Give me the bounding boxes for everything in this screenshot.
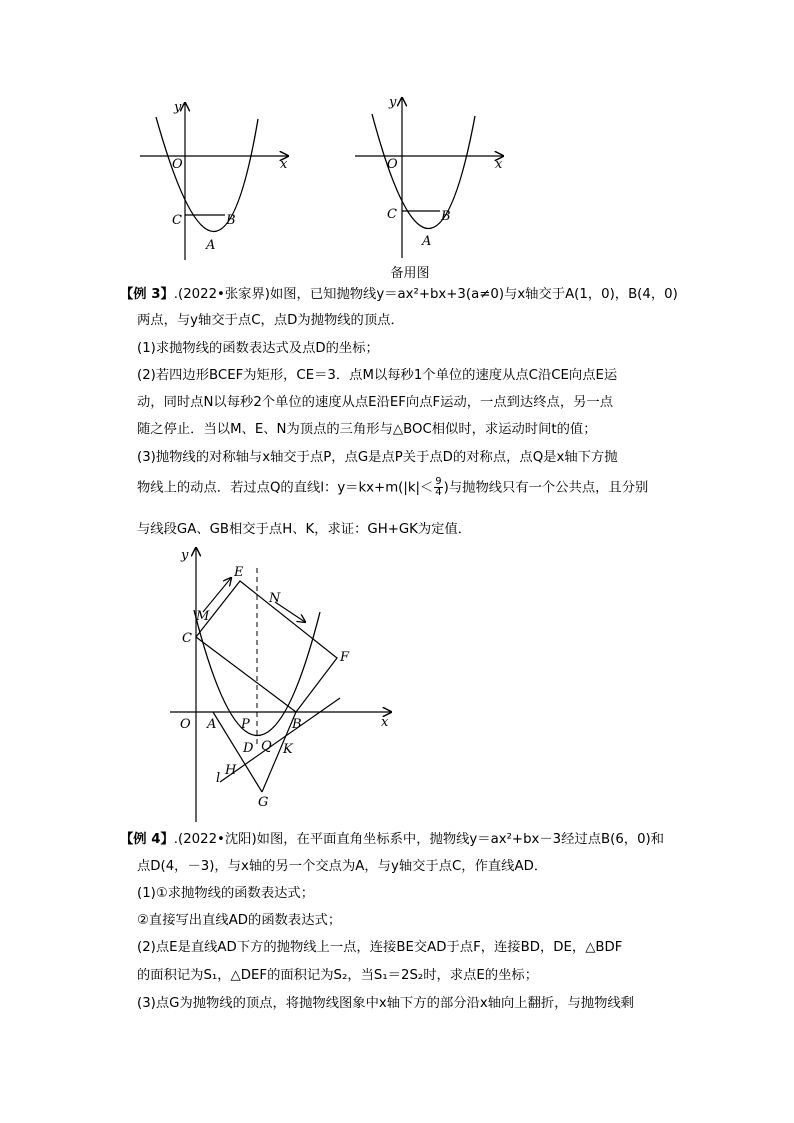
ex4-tag: 【例 4】 <box>120 832 174 847</box>
label-c: C <box>387 207 397 222</box>
figure-2-caption: 备用图 <box>390 266 430 281</box>
label-e: E <box>234 565 244 580</box>
ex3-line-7: (3)抛物线的对称轴与x轴交于点P，点G是点P关于点D的对称点，点Q是x轴下方抛 <box>137 450 618 465</box>
label-p: P <box>241 717 250 732</box>
label-c: C <box>182 631 192 646</box>
ex4-line-4: ②直接写出直线AD的函数表达式； <box>137 913 342 928</box>
label-o: O <box>180 717 191 732</box>
ex3-line-9: 与线段GA、GB相交于点H、K，求证：GH+GK为定值． <box>137 522 472 537</box>
label-m: M <box>196 609 210 624</box>
ex4-line-5: (2)点E是直线AD下方的抛物线上一点，连接BE交AD于点F，连接BD，DE，△BDF <box>137 940 623 955</box>
label-g: G <box>258 795 269 810</box>
label-y: y <box>174 100 182 115</box>
figure-2-parabola <box>345 90 515 260</box>
label-d: D <box>243 741 254 756</box>
ex4-line-2: 点D(4，－3)，与x轴的另一个交点为A，与y轴交于点C，作直线AD． <box>137 859 548 874</box>
label-n: N <box>269 591 281 606</box>
ex4-line-7: (3)点G为抛物线的顶点，将抛物线图象中x轴下方的部分沿x轴向上翻折，与抛物线剩 <box>137 996 634 1011</box>
label-a: A <box>206 238 216 253</box>
label-y: y <box>389 95 397 110</box>
figure-1-parabola <box>130 95 300 265</box>
ex4-line-3: (1)①求抛物线的函数表达式； <box>137 886 315 901</box>
figure-3-rectangle-parabola <box>165 540 400 825</box>
label-q: Q <box>261 739 272 754</box>
ex3-tag: 【例 3】 <box>120 287 174 302</box>
arrow-m <box>203 578 231 612</box>
ex3-line-2: 两点，与y轴交于点C，点D为抛物线的顶点． <box>137 313 404 328</box>
ex4-line-1: 【例 4】.(2022•沈阳)如图，在平面直角坐标系中，抛物线y＝ax²+bx－3经过点B(6，0)和 <box>120 832 665 847</box>
label-k: K <box>283 742 293 757</box>
label-x: x <box>280 157 288 172</box>
ex3-line-3: (1)求抛物线的函数表达式及点D的坐标； <box>137 341 379 356</box>
label-h: H <box>225 763 237 778</box>
label-l: l <box>216 771 221 786</box>
label-c: C <box>172 213 182 228</box>
ex3-line-6: 随之停止．当以M、E、N为顶点的三角形与△BOC相似时，求运动时间t的值； <box>137 422 597 437</box>
ex3-line-1: 【例 3】.(2022•张家界)如图，已知抛物线y＝ax²+bx+3(a≠0)与x轴交于A(1，0)，B(4，0) <box>120 287 678 302</box>
label-b: B <box>226 213 236 228</box>
label-o: O <box>387 157 398 172</box>
label-b: B <box>292 717 302 732</box>
rectangle-bcef <box>196 581 337 712</box>
ex4-line-6: 的面积记为S₁，△DEF的面积记为S₂，当S₁＝2S₂时，求点E的坐标； <box>137 968 538 983</box>
label-a: A <box>207 717 217 732</box>
label-y: y <box>181 548 189 563</box>
line-l <box>220 698 340 782</box>
label-x: x <box>495 157 503 172</box>
label-a: A <box>422 234 432 249</box>
label-f: F <box>340 650 350 665</box>
label-o: O <box>172 157 183 172</box>
fraction-9-4: $\frac{9}{4}$ <box>435 476 442 498</box>
label-b: B <box>441 209 451 224</box>
ex3-line-8: 物线上的动点．若过点Q的直线l：y＝kx+m(|k|＜ $\frac{9}{4}$ )与抛物线只有一个公共点，且分别 <box>137 476 649 498</box>
ex3-line-5: 动，同时点N以每秒2个单位的速度从点E沿EF向点F运动，一点到达终点，另一点 <box>137 395 614 410</box>
ex3-line-4: (2)若四边形BCEF为矩形，CE＝3．点M以每秒1个单位的速度从点C沿CE向点E运 <box>137 368 618 383</box>
label-x: x <box>381 715 389 730</box>
